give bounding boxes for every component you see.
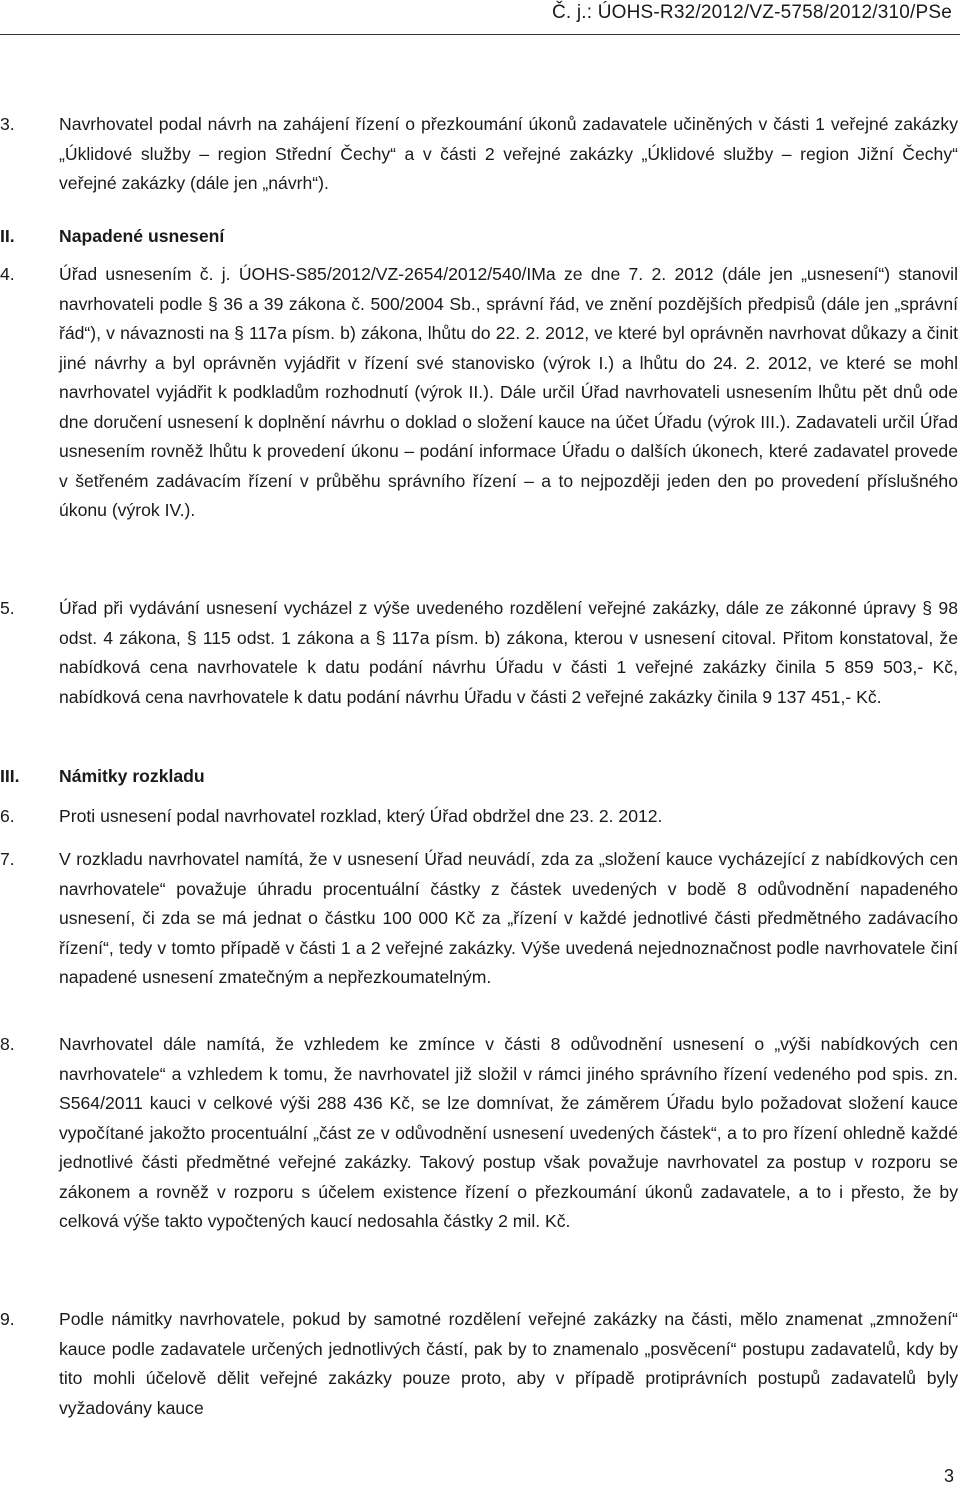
paragraph-number: 7. — [0, 849, 15, 869]
paragraph-text: Navrhovatel podal návrh na zahájení řízení o přezkoumání úkonů zadavatele učiněných v části 1 veřejné zakázky „Úklidové služby – region Střední Čechy“ a v části 2 veřejné zakázky „Úklidové služby – region Jižní Čechy“ veřejné zakázky (dále jen „návrh“). — [59, 114, 958, 193]
paragraph-3 — [0, 110, 958, 199]
paragraph-4 — [0, 260, 958, 526]
paragraph-number: 4. — [0, 264, 15, 284]
section-title: Námitky rozkladu — [59, 766, 205, 786]
section-title: Napadené usnesení — [59, 226, 225, 246]
paragraph-number: 9. — [0, 1309, 15, 1329]
paragraph-text: Podle námitky navrhovatele, pokud by samotné rozdělení veřejné zakázky na části, mělo znamenat „zmnožení“ kauce podle zadavatele určených jednotlivých částí, pak by to znamenalo „posvěcení“ postupu zadavatelů, kdy by tito mohli účelově dělit veřejné zakázky pouze proto, aby v případě protiprávních postupů zadavatelů byly vyžadovány kauce — [59, 1309, 958, 1418]
paragraph-8 — [0, 1030, 958, 1237]
section-heading-iii — [0, 762, 958, 792]
section-number: III. — [0, 766, 20, 786]
paragraph-number: 6. — [0, 806, 15, 826]
paragraph-number: 8. — [0, 1034, 15, 1054]
paragraph-text: Navrhovatel dále namítá, že vzhledem ke zmínce v části 8 odůvodnění usnesení o „výši nabídkových cen navrhovatele“ a vzhledem k tomu, že navrhovatel již složil v rámci jiného správního řízení vedeného pod spis. zn. S564/2011 kauci v celkové výši 288 436 Kč, se lze domnívat, že záměrem Úřadu bylo požadovat složení kauce vypočítané jakožto procentuální „část ze v odůvodnění usnesení uvedených částek“, a to pro řízení ohledně každé jednotlivé části předmětné veřejné zakázky. Takový postup však považuje navrhovatel za postup v rozporu se zákonem a rovněž v rozporu s účelem existence řízení o přezkoumání úkonů zadavatele, a to i přesto, že by celková výše takto vypočtených kaucí nedosahla částky 2 mil. Kč. — [59, 1034, 958, 1231]
paragraph-5 — [0, 594, 958, 712]
section-heading-ii — [0, 222, 958, 252]
header-rule — [0, 34, 960, 35]
paragraph-number: 5. — [0, 598, 15, 618]
paragraph-7 — [0, 845, 958, 993]
paragraph-number: 3. — [0, 114, 15, 134]
paragraph-6 — [0, 802, 958, 832]
page-number: 3 — [943, 1466, 954, 1486]
paragraph-9 — [0, 1305, 958, 1423]
document-reference: Č. j.: ÚOHS-R32/2012/VZ-5758/2012/310/PSe — [551, 2, 952, 23]
paragraph-text: Úřad usnesením č. j. ÚOHS-S85/2012/VZ-2654/2012/540/IMa ze dne 7. 2. 2012 (dále jen „usnesení“) stanovil navrhovateli podle § 36 a 39 zákona č. 500/2004 Sb., správní řád, ve znění pozdějších předpisů (dále jen „správní řád“), v návaznosti na § 117a písm. b) zákona, lhůtu do 22. 2. 2012, ve které byl oprávněn navrhovat důkazy a činit jiné návrhy a byl oprávněn vyjádřit v řízení své stanovisko (výrok I.) a lhůtu do 24. 2. 2012, ve které se mohl navrhovatel vyjádřit k podkladům rozhodnutí (výrok II.). Dále určil Úřad navrhovateli usnesením lhůtu pět dnů ode dne doručení usnesení k doplnění návrhu o doklad o složení kauce na účet Úřadu (výrok III.). Zadavateli určil Úřad usnesením rovněž lhůtu k provedení úkonu – podání informace Úřadu o dalších úkonech, které zadavatel provede v šetřeném zadávacím řízení v průběhu správního řízení – a to nejpozději jeden den po provedení příslušného úkonu (výrok IV.). — [59, 264, 958, 520]
paragraph-text: Proti usnesení podal navrhovatel rozklad, který Úřad obdržel dne 23. 2. 2012. — [59, 806, 663, 826]
paragraph-text: Úřad při vydávání usnesení vycházel z výše uvedeného rozdělení veřejné zakázky, dále ze zákonné úpravy § 98 odst. 4 zákona, § 115 odst. 1 zákona a § 117a písm. b) zákona, kterou v usnesení citoval. Přitom konstatoval, že nabídková cena navrhovatele k datu podání návrhu Úřadu v části 1 veřejné zakázky činila 5 859 503,- Kč, nabídková cena navrhovatele k datu podání návrhu Úřadu v části 2 veřejné zakázky činila 9 137 451,- Kč. — [59, 598, 958, 707]
paragraph-text: V rozkladu navrhovatel namítá, že v usnesení Úřad neuvádí, zda za „složení kauce vycházející z nabídkových cen navrhovatele“ považuje úhradu procentuální částky z částek uvedených v bodě 8 odůvodnění napadeného usnesení, či zda se má jednat o částku 100 000 Kč za „řízení v každé jednotlivé části předmětného zadávacího řízení“, tedy v tomto případě v části 1 a 2 veřejné zakázky. Výše uvedená nejednoznačnost podle navrhovatele činí napadené usnesení zmatečným a nepřezkoumatelným. — [59, 849, 958, 987]
section-number: II. — [0, 226, 15, 246]
